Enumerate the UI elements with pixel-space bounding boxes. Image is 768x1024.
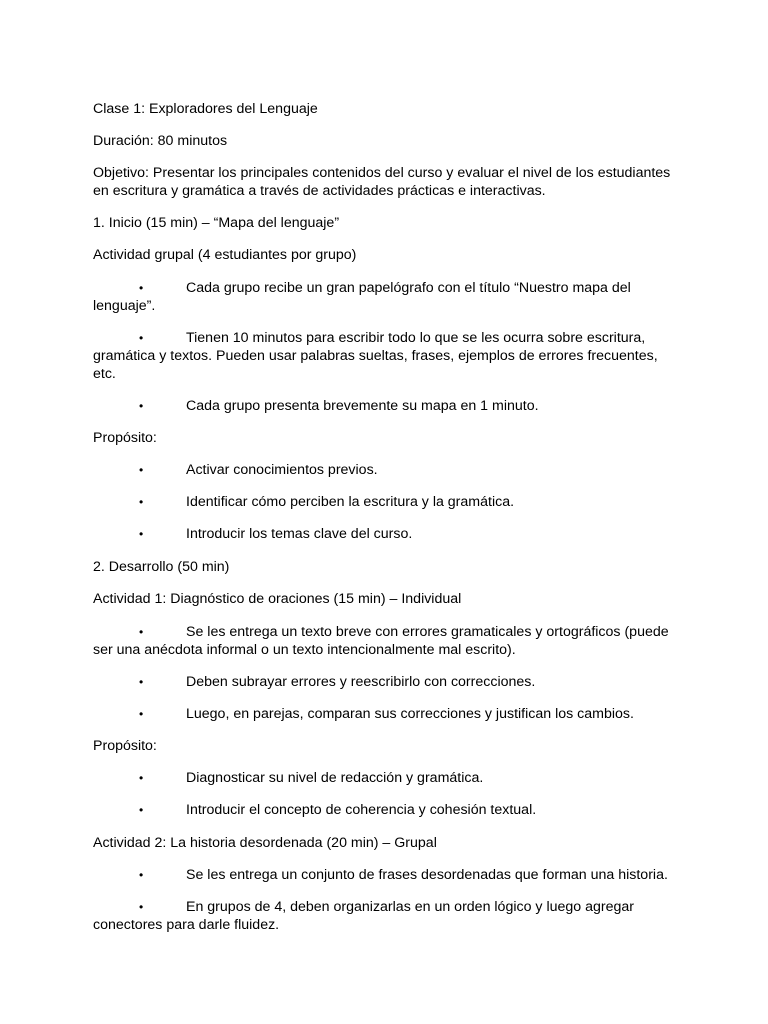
activity1-purpose-label: Propósito: — [93, 738, 157, 754]
list-item-text: Introducir el concepto de coherencia y cohesión textual. — [186, 802, 537, 818]
list-item — [93, 279, 683, 315]
list-item — [93, 705, 683, 723]
bullet-icon: • — [139, 281, 144, 295]
bullet-icon: • — [139, 399, 144, 413]
list-item — [93, 866, 683, 884]
list-item-text: Introducir los temas clave del curso. — [186, 526, 413, 542]
section1-activity: Actividad grupal (4 estudiantes por grupo) — [93, 247, 357, 263]
list-item-text: Se les entrega un conjunto de frases desordenadas que forman una historia. — [186, 867, 668, 883]
list-item-text: Se les entrega un texto breve con errores gramaticales y ortográficos (puede ser una anécdota informal o un texto intencionalmente mal escrito). — [93, 624, 669, 658]
list-item-text: Tienen 10 minutos para escribir todo lo que se les ocurra sobre escritura, gramática y textos. Pueden usar palabras sueltas, frases, ejemplos de errores frecuentes, etc. — [93, 330, 658, 382]
bullet-icon: • — [139, 771, 144, 785]
bullet-icon: • — [139, 527, 144, 541]
list-item-text: Deben subrayar errores y reescribirlo con correcciones. — [186, 674, 536, 690]
list-item — [93, 801, 683, 819]
list-item-text: Cada grupo presenta brevemente su mapa en 1 minuto. — [186, 398, 539, 414]
list-item — [93, 461, 683, 479]
bullet-icon: • — [139, 675, 144, 689]
list-item — [93, 673, 683, 691]
list-item-text: Luego, en parejas, comparan sus correcciones y justifican los cambios. — [186, 706, 634, 722]
bullet-icon: • — [139, 625, 144, 639]
bullet-icon: • — [139, 463, 144, 477]
bullet-icon: • — [139, 900, 144, 914]
bullet-icon: • — [139, 803, 144, 817]
activity1-heading: Actividad 1: Diagnóstico de oraciones (15 min) – Individual — [93, 591, 462, 607]
section1-purpose-label: Propósito: — [93, 430, 157, 446]
list-item-text: Identificar cómo perciben la escritura y la gramática. — [186, 494, 515, 510]
list-item — [93, 493, 683, 511]
section2-heading: 2. Desarrollo (50 min) — [93, 559, 230, 575]
activity2-heading: Actividad 2: La historia desordenada (20 min) – Grupal — [93, 835, 437, 851]
bullet-icon: • — [139, 707, 144, 721]
document-title: Clase 1: Exploradores del Lenguaje — [93, 101, 318, 117]
list-item — [93, 525, 683, 543]
bullet-icon: • — [139, 495, 144, 509]
list-item — [93, 623, 683, 659]
list-item-text: Cada grupo recibe un gran papelógrafo con el título “Nuestro mapa del lenguaje”. — [93, 280, 631, 314]
list-item-text: En grupos de 4, deben organizarlas en un orden lógico y luego agregar conectores para darle fluidez. — [93, 899, 635, 933]
objective-paragraph: Objetivo: Presentar los principales contenidos del curso y evaluar el nivel de los estudiantes en escritura y gramática a través de actividades prácticas e interactivas. — [93, 165, 671, 199]
list-item — [93, 397, 683, 415]
list-item-text: Diagnosticar su nivel de redacción y gramática. — [186, 770, 484, 786]
list-item — [93, 329, 683, 383]
list-item-text: Activar conocimientos previos. — [186, 462, 378, 478]
bullet-icon: • — [139, 868, 144, 882]
duration-text: Duración: 80 minutos — [93, 133, 228, 149]
bullet-icon: • — [139, 331, 144, 345]
list-item — [93, 898, 683, 934]
section1-heading: 1. Inicio (15 min) – “Mapa del lenguaje” — [93, 215, 340, 231]
list-item — [93, 769, 683, 787]
